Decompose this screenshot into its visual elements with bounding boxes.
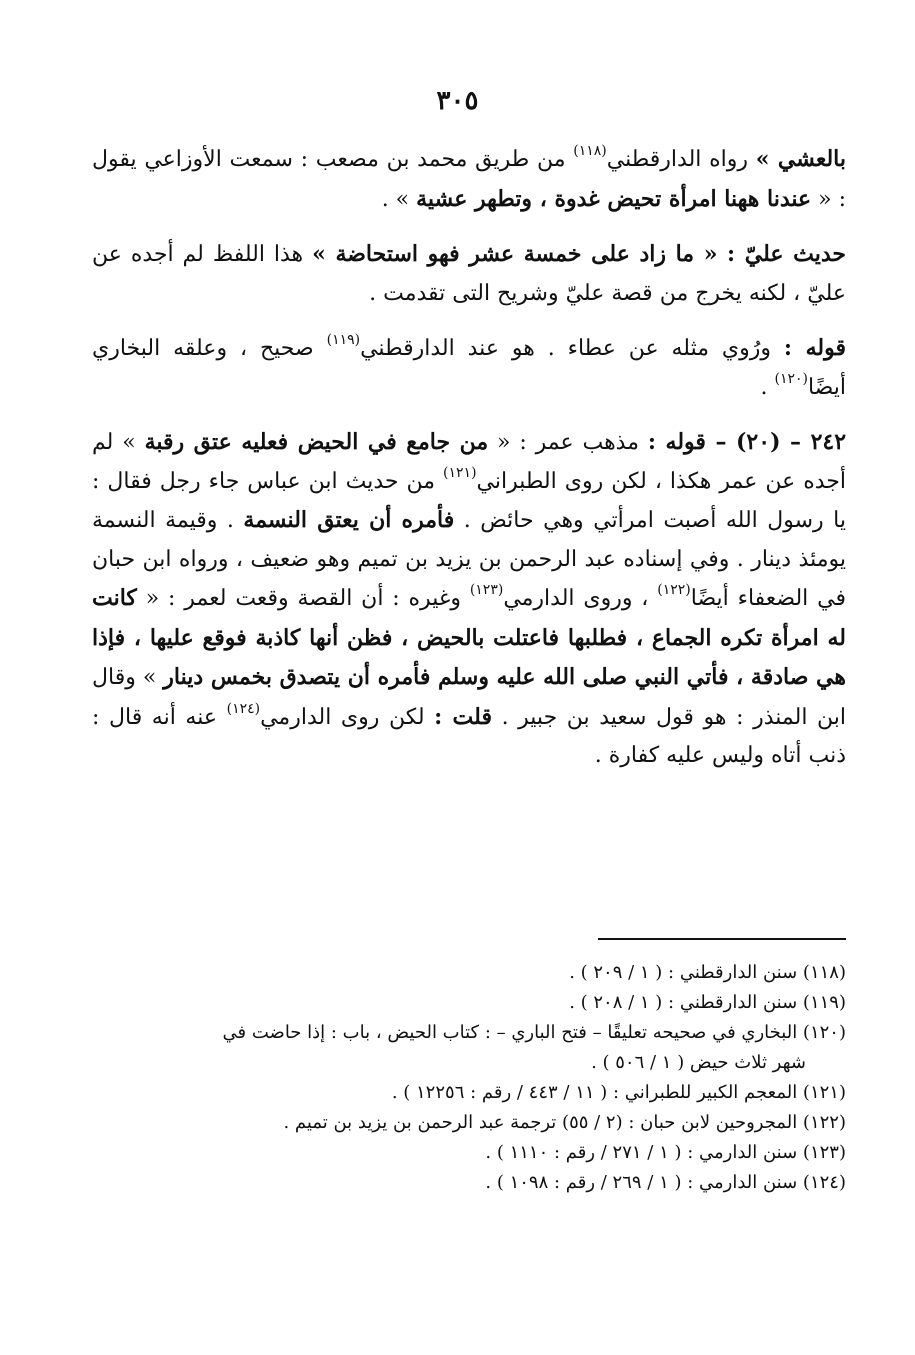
footnote-ref-120: (١٢٠) [774, 370, 808, 387]
page-number: ٣٠٥ [436, 86, 479, 116]
bold-quote: من جامع في الحيض فعليه عتق رقبة [144, 429, 489, 455]
body-text: عنه أنه قال : ذنب أتاه وليس عليه كفارة . [92, 704, 846, 768]
footnote-118: (١١٨) سنن الدارقطني : ( ١ / ٢٠٩ ) . [569, 962, 846, 983]
body-text: من حديث ابن عباس جاء رجل فقال : يا رسول الله أصبت امرأتي وهي حائض . [92, 468, 847, 533]
body-text: » لم أجده عن عمر هكذا ، لكن روى الطبراني [92, 430, 846, 494]
bold-text: بالعشي » [755, 146, 846, 172]
footnote-120: (١٢٠) البخاري في صحيحه تعليقًا – فتح الباري – : كتاب الحيض ، باب : إذا حاضت في [222, 1022, 846, 1043]
footnote-120-continued: شهر ثلاث حيض ( ١ / ٥٠٦ ) . [591, 1052, 806, 1073]
body-text: هذا اللفظ لم أجده عن عليّ ، لكنه يخرج من قصة عليّ وشريح التى تقدمت . [92, 242, 846, 306]
body-text: » . [381, 186, 417, 212]
footnote-ref-123: (١٢٣) [469, 582, 504, 598]
paragraph-2 [92, 235, 846, 313]
body-text: وغيره : أن القصة وقعت لعمر : « [136, 586, 470, 611]
footnote-121: (١٢١) المعجم الكبير للطبراني : ( ١١ / ٤٤٣ / رقم : ١٢٢٥٦ ) . [391, 1082, 846, 1103]
bold-heading: قوله : [783, 335, 846, 361]
body-text: من طريق محمد بن مصعب : سمعت الأوزاعي يقول : « [92, 147, 846, 212]
footnote-122: (١٢٢) المجروحين لابن حبان : (٢ / ٥٥) ترجمة عبد الرحمن بن يزيد بن تميم . [283, 1112, 846, 1133]
footnote-124: (١٢٤) سنن الدارمي : ( ١ / ٢٦٩ / رقم : ١٠٩٨ ) . [485, 1172, 846, 1193]
paragraph-4 [92, 423, 846, 776]
bold-quote: فأمره أن يعتق النسمة [243, 507, 455, 533]
footnote-ref-119: (١١٩) [326, 332, 361, 348]
body-text: صحيح ، وعلقه البخاري أيضًا [92, 336, 846, 400]
body-text: » وقال ابن المنذر : هو قول سعيد بن جبير . [92, 665, 847, 730]
paragraph-3 [92, 329, 846, 407]
body-text: لكن روى الدارمي [260, 704, 435, 730]
bold-quote: كانت له امرأة تكره الجماع ، فطلبها فاعتلت بالحيض ، فظن أنها كاذبة فوقع عليها ، فإذا هي صادقة ، فأتي النبي صلى الله عليه وسلم فأمره أن يتصدق بخمس دينار [92, 585, 846, 690]
footnote-ref-118: (١١٨) [573, 143, 607, 159]
bold-heading: حديث عليّ : « ما زاد على خمسة عشر فهو استحاضة » [312, 241, 847, 267]
footnote-119: (١١٩) سنن الدارقطني : ( ١ / ٢٠٨ ) . [569, 992, 846, 1013]
footnote-ref-121: (١٢١) [443, 464, 477, 481]
body-text: . [760, 374, 775, 400]
footnotes [92, 958, 846, 1198]
body-text: مذهب عمر : « [488, 430, 648, 455]
body-text: ، وروى الدارمي [503, 586, 658, 611]
body-text: . وقيمة النسمة يومئذ دينار . وفي إسناده عبد الرحمن بن يزيد بن تميم وهو ضعيف ، ورواه ابن حبان في الضعفاء أيضًا [92, 508, 846, 611]
bold-heading: ٢٤٢ – (٢٠) – قوله : [647, 429, 847, 455]
footnote-ref-122: (١٢٢) [657, 582, 691, 598]
footnote-ref-124: (١٢٤) [226, 700, 261, 717]
main-text [92, 140, 846, 776]
body-text: رواه الدارقطني [606, 147, 756, 172]
bold-quote: عندنا ههنا امرأة تحيض غدوة ، وتطهر عشية [416, 185, 812, 212]
footnote-divider [598, 938, 846, 940]
bold-heading: قلت : [434, 703, 492, 730]
body-text: ورُوي مثله عن عطاء . هو عند الدارقطني [360, 336, 784, 361]
footnote-123: (١٢٣) سنن الدارمي : ( ١ / ٢٧١ / رقم : ١١١٠ ) . [485, 1142, 846, 1163]
paragraph-1 [92, 140, 846, 219]
